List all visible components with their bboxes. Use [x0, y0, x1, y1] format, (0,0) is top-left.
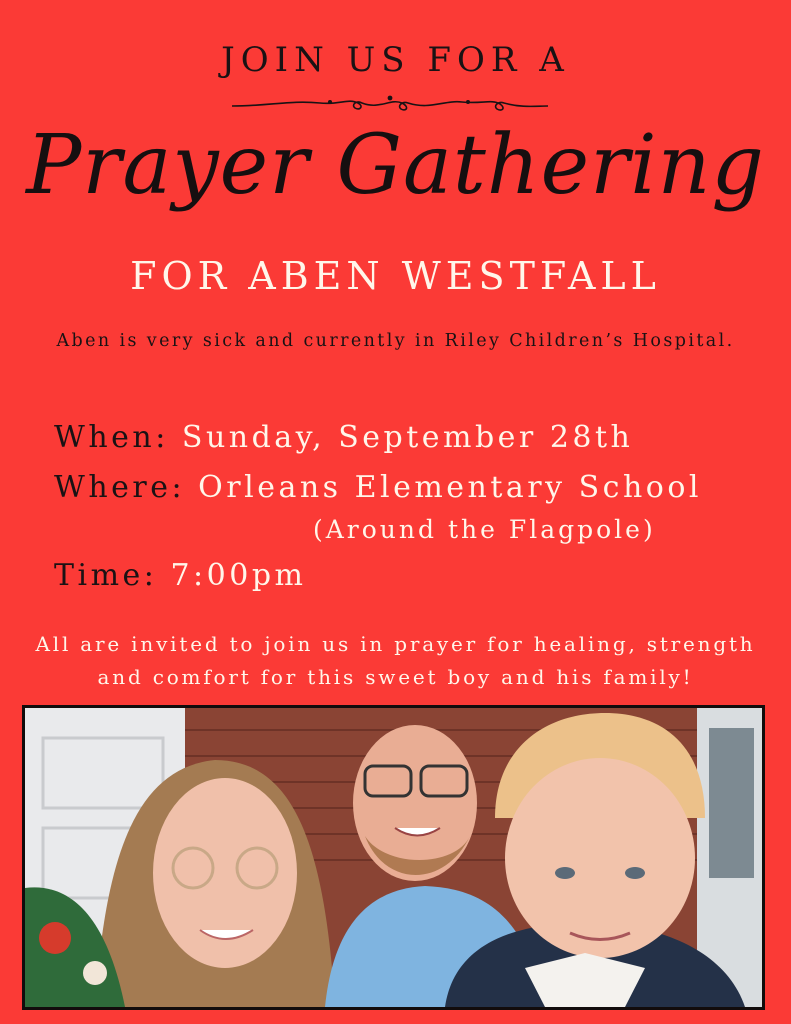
when-value: Sunday, September 28th [181, 420, 634, 455]
invitation-line-2: and comfort for this sweet boy and his family! [97, 665, 694, 689]
where-value: Orleans Elementary School [198, 470, 703, 505]
hospital-note: Aben is very sick and currently in Riley Children’s Hospital. [56, 331, 735, 351]
page-title: Prayer Gathering [26, 118, 765, 213]
when-label: When: [54, 420, 169, 455]
flourish-divider-icon [230, 94, 550, 116]
family-photo [22, 705, 765, 1010]
honoree-name: FOR ABEN WESTFALL [130, 254, 661, 298]
detail-time [54, 558, 307, 593]
time-label: Time: [54, 558, 158, 593]
eyebrow-heading: JOIN US FOR A [221, 40, 570, 80]
time-value: 7:00pm [170, 558, 307, 593]
invitation-line-1: All are invited to join us in prayer for healing, strength [35, 632, 756, 656]
family-photo-illustration [25, 708, 762, 1007]
detail-where [54, 470, 702, 505]
where-label: Where: [54, 470, 186, 505]
detail-when [54, 420, 633, 455]
where-subtext: (Around the Flagpole) [313, 515, 656, 544]
invitation-text [0, 628, 791, 694]
